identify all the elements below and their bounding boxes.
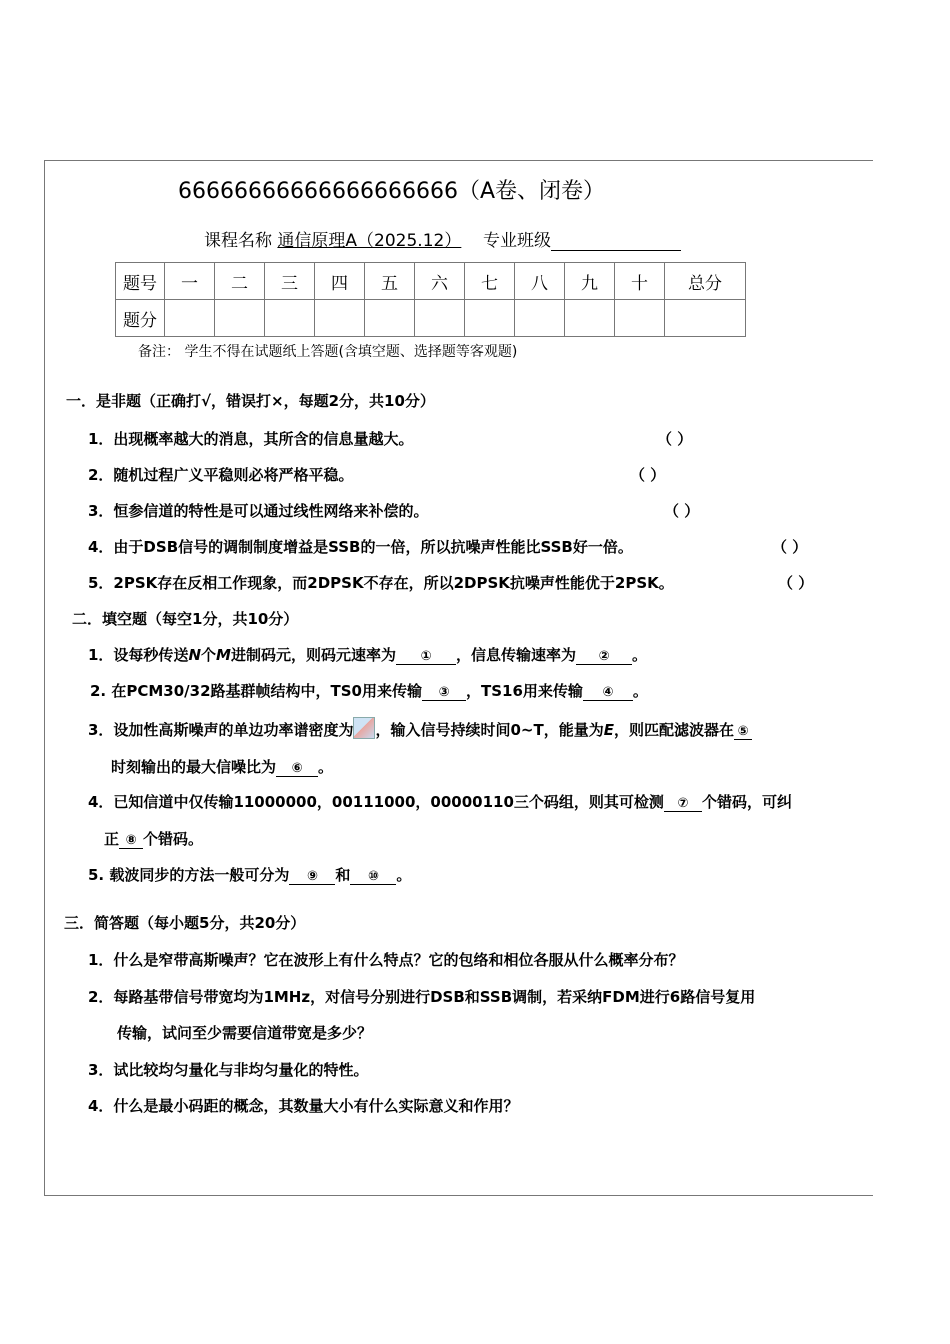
- blank-6[interactable]: ⑥: [276, 761, 318, 777]
- score-cell: [465, 300, 515, 337]
- q1-text-b: 个: [201, 646, 217, 664]
- q3-text-a: 3．设加性高斯噪声的单边功率谱密度为: [88, 721, 354, 739]
- score-table: [115, 262, 746, 337]
- var-M: M: [216, 646, 231, 664]
- short-question-2-cont: 传输，试问至少需要信道带宽是多少？: [117, 1024, 373, 1042]
- fill-question-2: [90, 680, 648, 701]
- score-col-1: 一: [165, 263, 215, 300]
- score-col-4: 四: [315, 263, 365, 300]
- course-label: 课程名称: [204, 231, 272, 251]
- q1-text-d: ，信息传输速率为: [455, 646, 576, 664]
- score-cell: [265, 300, 315, 337]
- q4-text-a: 4．已知信道中仅传输11000000，00111000，00000110三个码组，则其可检测: [88, 793, 664, 811]
- short-question-1: 1．什么是窄带高斯噪声？它在波形上有什么特点？它的包络和相位各服从什么概率分布？: [88, 951, 684, 969]
- score-table-row-scores: [116, 300, 746, 337]
- short-question-3: 3．试比较均匀量化与非均匀量化的特性。: [88, 1061, 369, 1079]
- major-blank: [551, 232, 681, 251]
- q3-text-d: 时刻输出的最大信噪比为: [111, 758, 277, 776]
- score-cell: [515, 300, 565, 337]
- section1-heading: 一．是非题（正确打√，错误打×，每题2分，共10分）: [66, 392, 435, 410]
- blank-10[interactable]: ⑩: [350, 869, 396, 885]
- tf-answer-paren-2: （ ）: [630, 466, 666, 484]
- q5-text-a: 5. 载波同步的方法一般可分为: [88, 866, 290, 884]
- score-cell: [615, 300, 665, 337]
- score-table-row-numbers: [116, 263, 746, 300]
- exam-title: 66666666666666666666（A卷、闭卷）: [178, 179, 605, 204]
- fill-question-3-cont: [111, 756, 333, 777]
- score-col-7: 七: [465, 263, 515, 300]
- section2-heading: 二．填空题（每空1分，共10分）: [72, 610, 299, 628]
- q5-text-c: 。: [396, 866, 412, 884]
- score-cell: [415, 300, 465, 337]
- blank-7[interactable]: ⑦: [664, 796, 702, 812]
- major-label: 专业班级: [482, 231, 551, 251]
- tf-answer-paren-4: （ ）: [772, 538, 808, 556]
- exam-note: 备注： 学生不得在试题纸上答题(含填空题、选择题等客观题): [138, 344, 518, 360]
- q1-text-c: 进制码元，则码元速率为: [230, 646, 396, 664]
- tf-question-1: 1．出现概率越大的消息，其所含的信息量越大。: [88, 430, 414, 448]
- score-col-3: 三: [265, 263, 315, 300]
- score-col-5: 五: [365, 263, 415, 300]
- score-cell: [665, 300, 746, 337]
- score-cell: [315, 300, 365, 337]
- course-line: [204, 226, 681, 251]
- blank-8[interactable]: ⑧: [119, 833, 143, 849]
- short-question-4: 4．什么是最小码距的概念，其数量大小有什么实际意义和作用？: [88, 1097, 519, 1115]
- fill-question-1: [88, 644, 647, 665]
- q2-text-c: 。: [632, 682, 648, 700]
- tf-answer-paren-1: （ ）: [657, 430, 693, 448]
- tf-answer-paren-5: （ ）: [778, 574, 814, 592]
- section3-heading: 三．简答题（每小题5分，共20分）: [64, 914, 306, 932]
- tf-question-3: 3．恒参信道的特性是可以通过线性网络来补偿的。: [88, 502, 429, 520]
- tf-question-2: 2．随机过程广义平稳则必将严格平稳。: [88, 466, 354, 484]
- q4-text-d: 个错码。: [143, 830, 204, 848]
- fill-question-5: [88, 864, 411, 885]
- score-cell: [165, 300, 215, 337]
- short-question-2: 2．每路基带信号带宽均为1MHz，对信号分别进行DSB和SSB调制，若采纳FDM进行6路信号复用: [88, 988, 756, 1006]
- score-col-6: 六: [415, 263, 465, 300]
- q4-text-b: 个错码，可纠: [701, 793, 792, 811]
- fill-question-4-cont: [104, 828, 203, 849]
- tf-answer-paren-3: （ ）: [664, 502, 700, 520]
- q2-text-b: ，TS16用来传输: [466, 682, 583, 700]
- score-row1-label: 题号: [116, 263, 165, 300]
- score-cell: [565, 300, 615, 337]
- score-col-total: 总分: [665, 263, 746, 300]
- score-col-2: 二: [215, 263, 265, 300]
- q4-text-c: 正: [104, 830, 120, 848]
- q5-text-b: 和: [335, 866, 351, 884]
- score-row2-label: 题分: [116, 300, 165, 337]
- tf-question-4: 4．由于DSB信号的调制制度增益是SSB的一倍，所以抗噪声性能比SSB好一倍。: [88, 538, 633, 556]
- blank-2[interactable]: ②: [576, 649, 632, 665]
- score-cell: [365, 300, 415, 337]
- formula-image-icon: [353, 717, 375, 739]
- q3-text-b: ，输入信号持续时间0~T，能量为: [375, 721, 604, 739]
- q1-text-e: 。: [632, 646, 648, 664]
- blank-3[interactable]: ③: [422, 685, 466, 701]
- tf-question-5: 5．2PSK存在反相工作现象，而2DPSK不存在，所以2DPSK抗噪声性能优于2PSK。: [88, 574, 674, 592]
- score-col-9: 九: [565, 263, 615, 300]
- var-E: E: [603, 721, 614, 739]
- score-cell: [215, 300, 265, 337]
- course-name: 通信原理A（2025.12）: [277, 231, 462, 251]
- var-N: N: [188, 646, 202, 664]
- q1-text-a: 1．设每秒传送: [88, 646, 189, 664]
- blank-9[interactable]: ⑨: [289, 869, 335, 885]
- blank-5[interactable]: ⑤: [734, 724, 752, 740]
- score-col-10: 十: [615, 263, 665, 300]
- q2-text-a: 2. 在PCM30/32路基群帧结构中，TS0用来传输: [90, 682, 422, 700]
- fill-question-3: [88, 717, 752, 740]
- score-col-8: 八: [515, 263, 565, 300]
- q3-text-e: 。: [318, 758, 334, 776]
- fill-question-4: [88, 791, 792, 812]
- blank-1[interactable]: ①: [396, 649, 456, 665]
- blank-4[interactable]: ④: [583, 685, 633, 701]
- q3-text-c: ，则匹配滤波器在: [613, 721, 734, 739]
